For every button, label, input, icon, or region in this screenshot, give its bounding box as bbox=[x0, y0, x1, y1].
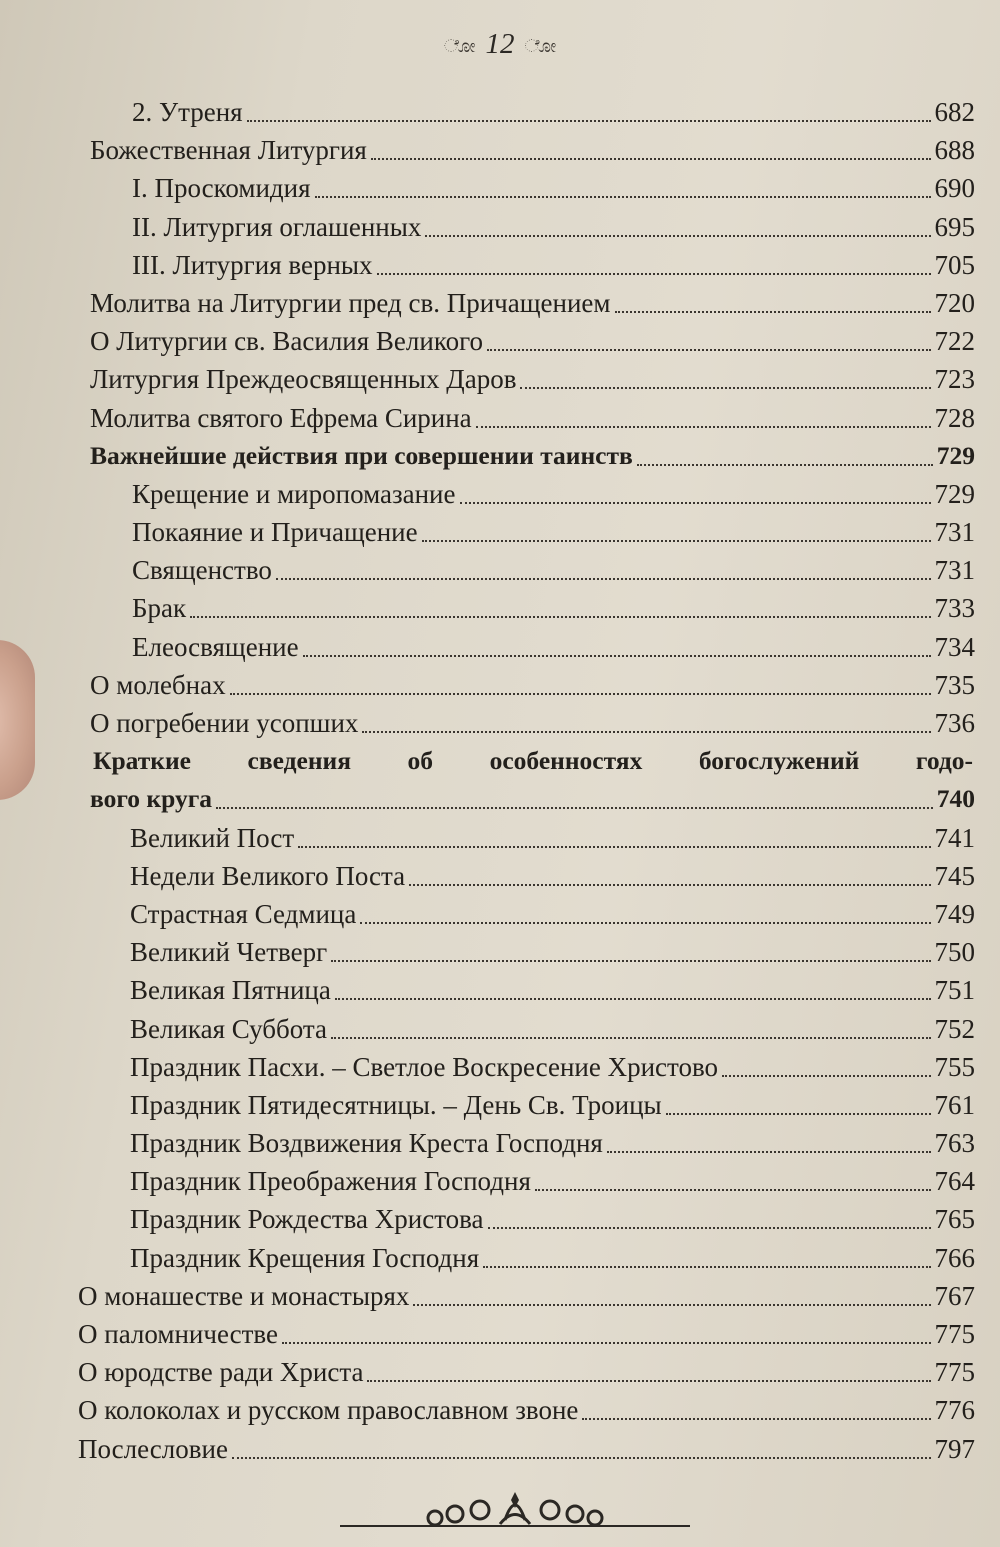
dot-leader bbox=[422, 540, 931, 542]
toc-entry-title: О погребении усопших bbox=[90, 708, 359, 738]
toc-entry bbox=[0, 819, 1000, 857]
toc-entry bbox=[0, 284, 1000, 322]
toc-entry-page: 775 bbox=[934, 1319, 975, 1349]
dot-leader bbox=[722, 1075, 931, 1077]
toc-entry bbox=[0, 131, 1000, 169]
dot-leader bbox=[360, 922, 931, 924]
table-of-contents bbox=[0, 93, 1000, 1468]
toc-entry-page: 797 bbox=[934, 1433, 975, 1464]
toc-entry-page: 766 bbox=[934, 1242, 975, 1273]
header-ornament-right: ೋ bbox=[524, 35, 557, 56]
toc-entry-title: Покаяние и Причащение bbox=[132, 517, 418, 548]
dot-leader bbox=[331, 960, 931, 962]
dot-leader bbox=[371, 158, 931, 160]
dot-leader bbox=[232, 1457, 931, 1459]
toc-entry bbox=[0, 971, 1000, 1009]
dot-leader bbox=[230, 693, 931, 695]
dot-leader bbox=[282, 1342, 931, 1344]
toc-entry-title: Праздник Рождества Христова bbox=[130, 1204, 484, 1235]
toc-entry bbox=[0, 933, 1000, 971]
toc-entry-page: 722 bbox=[934, 326, 975, 357]
toc-entry-title: Праздник Пасхи. – Светлое Воскресение Христово bbox=[130, 1051, 719, 1082]
toc-entry-page: 729 bbox=[934, 478, 975, 509]
toc-entry-page: 745 bbox=[934, 860, 975, 891]
toc-entry bbox=[0, 1124, 1000, 1162]
dot-leader bbox=[535, 1189, 931, 1191]
toc-entry-page: 688 bbox=[934, 135, 975, 166]
dot-leader bbox=[615, 311, 931, 313]
toc-entry-page: 765 bbox=[934, 1204, 975, 1235]
toc-entry bbox=[0, 93, 1000, 131]
dot-leader bbox=[487, 349, 931, 351]
dot-leader bbox=[425, 235, 931, 237]
header-ornament-left: ೋ bbox=[443, 35, 476, 56]
toc-entry-title: Праздник Преображения Господня bbox=[130, 1166, 531, 1197]
dot-leader bbox=[666, 1113, 931, 1115]
dot-leader bbox=[315, 196, 931, 198]
dot-leader bbox=[367, 1380, 931, 1382]
toc-entry-page: 767 bbox=[934, 1280, 975, 1311]
toc-entry bbox=[0, 589, 1000, 627]
toc-entry bbox=[0, 895, 1000, 933]
dot-leader bbox=[303, 655, 931, 657]
toc-entry-page: 705 bbox=[934, 249, 975, 280]
toc-entry bbox=[0, 246, 1000, 284]
toc-entry-title: Литургия Преждеосвященных Даров bbox=[90, 364, 517, 395]
toc-entry-title: Послесловие bbox=[78, 1433, 228, 1464]
dot-leader bbox=[190, 616, 931, 618]
page-header bbox=[0, 28, 1000, 61]
toc-entry-page: 735 bbox=[934, 669, 975, 700]
dot-leader bbox=[607, 1151, 931, 1153]
toc-entry-page: 776 bbox=[934, 1395, 975, 1426]
toc-entry-title: О колоколах и русском православном звоне bbox=[78, 1395, 579, 1426]
toc-entry bbox=[0, 169, 1000, 207]
page-number: 12 bbox=[485, 28, 515, 60]
toc-entry bbox=[0, 1315, 1000, 1353]
toc-entry bbox=[0, 208, 1000, 246]
toc-entry-title: Елеосвящение bbox=[132, 631, 299, 662]
toc-entry-title: Крещение и миропомазание bbox=[132, 478, 456, 509]
toc-entry-title: Брак bbox=[132, 593, 187, 624]
dot-leader bbox=[298, 846, 931, 848]
toc-entry bbox=[0, 360, 1000, 398]
toc-entry bbox=[0, 513, 1000, 551]
toc-entry-title: О монашестве и монастырях bbox=[78, 1280, 410, 1311]
dot-leader bbox=[476, 426, 931, 428]
toc-entry-page: 728 bbox=[934, 402, 975, 433]
toc-entry-title: Молитва на Литургии пред св. Причащением bbox=[90, 287, 611, 318]
toc-entry-title: Великий Четверг bbox=[130, 937, 328, 968]
toc-entry-title: Божественная Литургия bbox=[90, 135, 367, 166]
toc-entry-title: О молебнах bbox=[90, 669, 226, 700]
toc-entry-page: 682 bbox=[934, 97, 975, 127]
toc-entry-title: Великий Пост bbox=[130, 822, 295, 853]
toc-entry-title: Праздник Воздвижения Креста Господня bbox=[130, 1128, 603, 1159]
toc-entry-page: 764 bbox=[934, 1166, 975, 1197]
toc-entry-page: 775 bbox=[934, 1357, 975, 1388]
dot-leader bbox=[413, 1304, 931, 1306]
toc-entry-page: 695 bbox=[934, 211, 975, 242]
toc-entry bbox=[0, 1239, 1000, 1277]
toc-entry-page: 690 bbox=[934, 173, 975, 204]
dot-leader bbox=[582, 1418, 931, 1420]
toc-entry-title: III. Литургия верных bbox=[132, 249, 373, 280]
toc-entry-page: 740 bbox=[936, 784, 975, 814]
dot-leader bbox=[460, 502, 931, 504]
toc-entry-page: 736 bbox=[934, 708, 975, 738]
toc-entry-title: Недели Великого Поста bbox=[130, 860, 406, 891]
toc-entry bbox=[0, 742, 1000, 780]
toc-entry-page: 720 bbox=[934, 287, 975, 318]
toc-entry-title: Священство bbox=[132, 555, 272, 586]
toc-entry-title: Важнейшие действия при совершении таинств bbox=[90, 440, 633, 470]
toc-entry-title: Страстная Седмица bbox=[130, 898, 357, 929]
toc-entry-title: Молитва святого Ефрема Сирина bbox=[90, 402, 472, 433]
toc-entry-page: 750 bbox=[934, 937, 975, 968]
toc-entry bbox=[0, 1353, 1000, 1391]
dot-leader bbox=[483, 1266, 931, 1268]
toc-entry-page: 752 bbox=[934, 1013, 975, 1044]
toc-entry-title: О паломничестве bbox=[78, 1319, 278, 1349]
dot-leader bbox=[377, 273, 931, 275]
dot-leader bbox=[409, 884, 931, 886]
toc-entry-page: 741 bbox=[934, 822, 975, 853]
toc-entry-title: Краткие сведения об особенностях богослужений годо- bbox=[93, 746, 973, 776]
toc-entry bbox=[0, 857, 1000, 895]
toc-entry bbox=[0, 399, 1000, 437]
toc-entry-title: вого круга bbox=[90, 784, 213, 814]
dot-leader bbox=[216, 807, 933, 809]
toc-entry bbox=[0, 1430, 1000, 1468]
toc-entry-page: 751 bbox=[934, 975, 975, 1006]
toc-entry-page: 731 bbox=[934, 555, 975, 586]
dot-leader bbox=[276, 578, 931, 580]
toc-entry-title: О Литургии св. Василия Великого bbox=[90, 326, 483, 357]
toc-entry-page: 761 bbox=[934, 1089, 975, 1120]
toc-entry bbox=[0, 322, 1000, 360]
dot-leader bbox=[247, 120, 931, 122]
toc-entry-title: Великая Пятница bbox=[130, 975, 331, 1006]
toc-entry-page: 749 bbox=[934, 898, 975, 929]
toc-entry-title: Праздник Крещения Господня bbox=[130, 1242, 480, 1273]
toc-entry bbox=[0, 1200, 1000, 1238]
toc-entry bbox=[0, 1162, 1000, 1200]
toc-entry-page: 733 bbox=[934, 593, 975, 624]
toc-entry-title: Праздник Пятидесятницы. – День Св. Троицы bbox=[130, 1089, 662, 1120]
toc-entry-page: 763 bbox=[934, 1128, 975, 1159]
toc-entry bbox=[0, 780, 1000, 818]
toc-entry-title: Великая Суббота bbox=[130, 1013, 327, 1044]
dot-leader bbox=[335, 998, 931, 1000]
toc-entry-page: 755 bbox=[934, 1051, 975, 1082]
toc-entry bbox=[0, 475, 1000, 513]
dot-leader bbox=[362, 731, 931, 733]
toc-entry bbox=[0, 704, 1000, 742]
toc-entry bbox=[0, 551, 1000, 589]
dot-leader bbox=[488, 1227, 931, 1229]
footer-ornament-icon bbox=[340, 1490, 690, 1540]
toc-entry bbox=[0, 1391, 1000, 1429]
toc-entry-title: 2. Утреня bbox=[132, 97, 243, 127]
toc-entry bbox=[0, 1277, 1000, 1315]
dot-leader bbox=[637, 464, 933, 466]
toc-entry-title: О юродстве ради Христа bbox=[78, 1357, 364, 1388]
toc-entry bbox=[0, 437, 1000, 475]
toc-entry-page: 723 bbox=[934, 364, 975, 395]
toc-entry-title: I. Проскомидия bbox=[132, 173, 311, 204]
toc-entry bbox=[0, 1048, 1000, 1086]
toc-entry bbox=[0, 1086, 1000, 1124]
toc-entry-page: 731 bbox=[934, 517, 975, 548]
dot-leader bbox=[331, 1037, 931, 1039]
dot-leader bbox=[520, 387, 931, 389]
toc-entry-title: II. Литургия оглашенных bbox=[132, 211, 422, 242]
toc-entry bbox=[0, 1010, 1000, 1048]
toc-entry bbox=[0, 628, 1000, 666]
toc-entry-page: 729 bbox=[936, 440, 975, 470]
toc-entry bbox=[0, 666, 1000, 704]
toc-entry-page: 734 bbox=[934, 631, 975, 662]
